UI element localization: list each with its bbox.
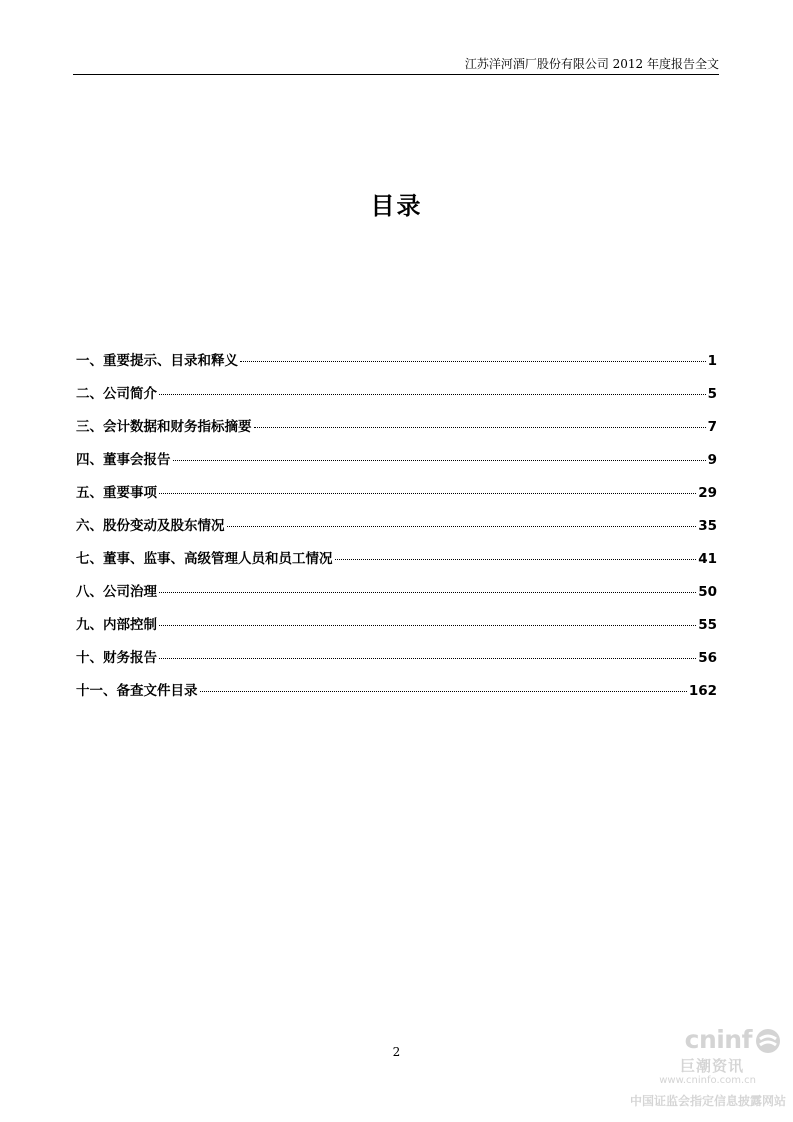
cninfo-watermark [608,1025,786,1115]
toc-item-page: 7 [707,419,717,435]
toc-item-page: 9 [707,452,717,468]
toc-item[interactable] [76,416,717,449]
table-of-contents [76,350,717,713]
toc-item[interactable] [76,680,717,713]
toc-leader-dots [159,394,706,395]
toc-item-page: 162 [688,683,717,699]
header-rule [73,74,719,75]
toc-item-page: 1 [707,353,717,369]
toc-leader-dots [159,493,696,494]
toc-item-label: 四、董事会报告 [76,452,171,468]
watermark-url: www.cninfo.com.cn [659,1075,756,1086]
watermark-name-cn: 巨潮资讯 [679,1057,744,1075]
toc-item-label: 二、公司简介 [76,386,157,402]
toc-item-label: 七、董事、监事、高级管理人员和员工情况 [76,551,333,567]
toc-item-label: 十一、备查文件目录 [76,683,198,699]
toc-leader-dots [173,460,706,461]
toc-item-page: 5 [707,386,717,402]
toc-item-label: 五、重要事项 [76,485,157,501]
toc-item-page: 55 [698,617,717,633]
toc-item[interactable] [76,449,717,482]
page-title: 目录 [370,192,423,220]
toc-item[interactable] [76,647,717,680]
page-number: 2 [392,1045,401,1059]
toc-item[interactable] [76,350,717,383]
toc-leader-dots [159,658,696,659]
toc-item-page: 50 [698,584,717,600]
toc-item[interactable] [76,383,717,416]
toc-leader-dots [159,625,696,626]
watermark-logo-text: cninf [684,1025,752,1054]
toc-item-label: 三、会计数据和财务指标摘要 [76,419,252,435]
toc-leader-dots [159,592,696,593]
toc-item-page: 56 [698,650,717,666]
toc-item-page: 35 [698,518,717,534]
toc-leader-dots [240,361,706,362]
toc-item[interactable] [76,482,717,515]
toc-item-page: 41 [698,551,717,567]
running-header: 江苏洋河酒厂股份有限公司 2012 年度报告全文 [464,57,719,71]
toc-item-label: 八、公司治理 [76,584,157,600]
cninfo-swirl-icon [754,1027,782,1055]
toc-item-label: 六、股份变动及股东情况 [76,518,225,534]
toc-item[interactable] [76,548,717,581]
toc-item-label: 一、重要提示、目录和释义 [76,353,238,369]
toc-item-page: 29 [698,485,717,501]
toc-item-label: 十、财务报告 [76,650,157,666]
toc-leader-dots [200,691,687,692]
toc-item[interactable] [76,581,717,614]
toc-item-label: 九、内部控制 [76,617,157,633]
toc-leader-dots [335,559,697,560]
toc-leader-dots [227,526,697,527]
watermark-description: 中国证监会指定信息披露网站 [629,1094,786,1108]
toc-leader-dots [254,427,706,428]
toc-item[interactable] [76,515,717,548]
toc-item[interactable] [76,614,717,647]
